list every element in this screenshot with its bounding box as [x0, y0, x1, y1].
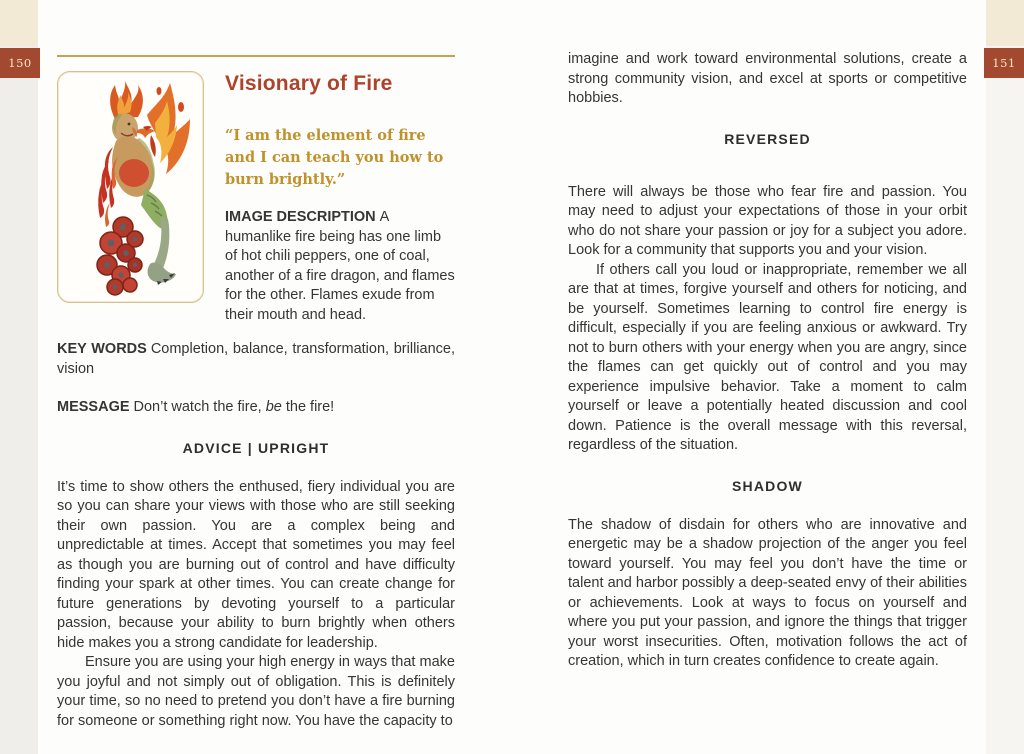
image-description-text: A humanlike fire being has one limb of hot chili peppers, one of coal, another of a fire dragon, and flames for the other. Flames exude from their mouth and head.: [225, 209, 455, 323]
decorative-rule: [57, 55, 455, 57]
right-page-edge: [986, 0, 1024, 754]
message-italic-word: be: [265, 399, 282, 415]
image-description-label: IMAGE DESCRIPTION: [225, 209, 376, 225]
left-page: [57, 44, 455, 731]
key-words-label: KEY WORDS: [57, 341, 147, 357]
continued-paragraph: imagine and work toward environmental solutions, create a strong community vision, and excel at sports or competitive hobbies.: [568, 51, 967, 106]
reversed-header: REVERSED: [724, 130, 811, 147]
shadow-header: SHADOW: [732, 477, 803, 494]
message: [57, 398, 455, 418]
message-label: MESSAGE: [57, 399, 130, 415]
advice-paragraph-2: Ensure you are using your high energy in ways that make you joyful and not simply out of obligation. This is definitely your time, so no need to pretend you don’t have a fire burning for someone or something right now. You have the capacity to: [57, 654, 455, 729]
card-title: Visionary of Fire: [225, 72, 393, 95]
key-words: [57, 340, 455, 379]
card-row: [57, 71, 455, 325]
right-edge-cream: [986, 0, 1024, 46]
fire-being-illustration: [63, 77, 198, 297]
tarot-card: [57, 71, 204, 303]
page-number-left: 150: [0, 48, 40, 78]
message-prefix: Don’t watch the fire,: [133, 399, 266, 415]
reversed-paragraph-2: If others call you loud or inappropriate, remember we all are that at times, forgive yourself and others for noticing, and be yourself. Sometimes learning to control fire energy is difficult, especially if you are feeling anxious or awkward. Try not to burn others with your energy when you are angry, since the flames can get quickly out of control and you may experience impulsive behavior. Take a moment to calm yourself or leave a potentially heated discussion and cool down. Patience is the overall message with this reversal, regardless of the situation.: [568, 261, 967, 453]
left-page-edge: [0, 0, 38, 754]
advice-upright-header: ADVICE | UPRIGHT: [182, 439, 330, 456]
left-edge-cream: [0, 0, 38, 46]
page-number-right: 151: [984, 48, 1024, 78]
right-page: [568, 44, 967, 672]
key-words-text: Completion, balance, transformation, brilliance, vision: [57, 341, 455, 377]
card-quote: “I am the element of fire and I can teach you how to burn brightly.”: [225, 127, 444, 188]
message-suffix: the fire!: [281, 399, 335, 415]
card-header-block: [225, 71, 455, 325]
reversed-paragraph-1: There will always be those who fear fire and passion. You may need to adjust your expectations of those in your orbit who do not share your passion or joy for a subject you adore. Look for a community that supports you and your vision.: [568, 183, 967, 258]
advice-paragraph-1: It’s time to show others the enthused, fiery individual you are so you can share your views with those who are still seeking their own passion. You are a complex being and unpredictable at times. Accept that sometimes you may feel as though you are burning out of control and have difficulty finding your spark at other times. You can create change for future generations by devoting yourself to a particular passion, because your ability to burn brightly when others hide makes you a strong candidate for leadership.: [57, 478, 455, 651]
shadow-paragraph: The shadow of disdain for others who are innovative and energetic may be a shadow projection of the anger you feel toward yourself. You may feel you don’t have the time or talent and harbor possibly a deep-seated envy of their abilities or achievements. Look at ways to focus on yourself and where you put your passion, and ignore the things that trigger your worst insecurities. Often, motivation follows the act of creation, which in turn creates confidence to create again.: [568, 516, 967, 669]
image-description: [225, 208, 455, 325]
